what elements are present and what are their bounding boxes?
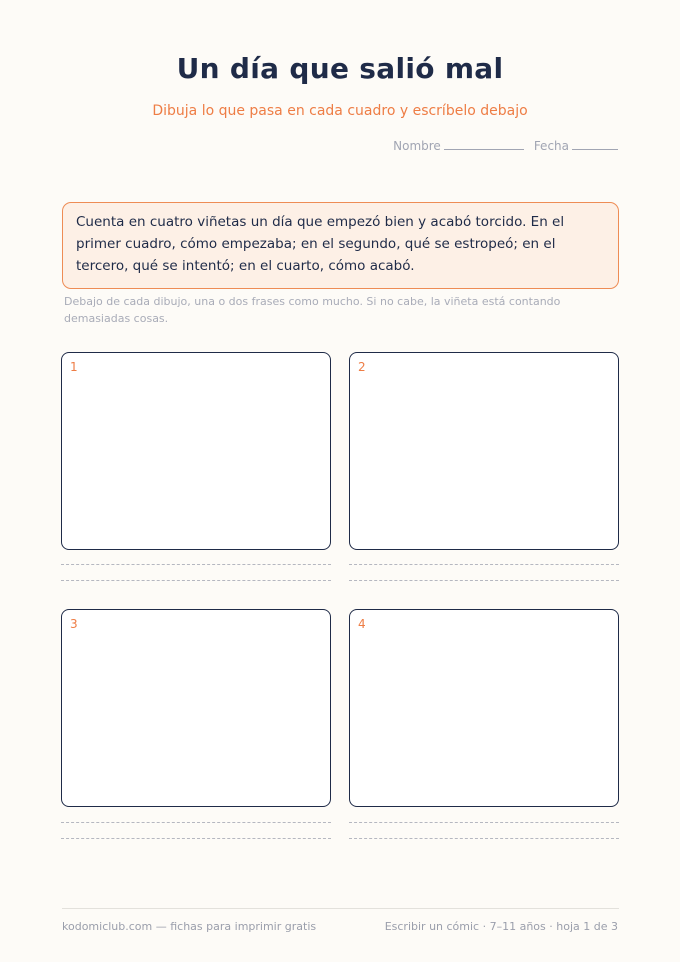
write-line[interactable] [349, 564, 619, 565]
write-line[interactable] [349, 838, 619, 839]
panel-number: 1 [70, 360, 78, 374]
page-title: Un día que salió mal [176, 52, 504, 85]
page-subtitle: Dibuja lo que pasa en cada cuadro y escríbelo debajo [152, 103, 528, 119]
date-field[interactable] [572, 149, 618, 150]
prompt-text: Cuenta en cuatro viñetas un día que empezó bien y acabó torcido. En el primer cuadro, cómo empezaba; en el segundo, qué se estropeó; en el tercero, qué se intentó; en el cuarto, cómo acabó. [76, 214, 565, 274]
write-line[interactable] [349, 580, 619, 581]
write-line[interactable] [61, 580, 331, 581]
footer-site: kodomiclub.com — fichas para imprimir gratis [62, 920, 317, 933]
comic-panel-3[interactable] [61, 609, 331, 807]
write-line[interactable] [61, 822, 331, 823]
panel-number: 4 [358, 617, 366, 631]
date-label: Fecha [533, 139, 569, 153]
hint-text: Debajo de cada dibujo, una o dos frases como mucho. Si no cabe, la viñeta está contando demasiadas cosas. [64, 295, 561, 325]
prompt-box [62, 202, 619, 289]
write-line[interactable] [61, 564, 331, 565]
footer-sheet-info: Escribir un cómic · 7–11 años · hoja 1 de 3 [384, 920, 618, 933]
comic-panel-2[interactable] [349, 352, 619, 550]
write-line[interactable] [61, 838, 331, 839]
footer-divider [62, 908, 619, 909]
name-date-fields [393, 139, 618, 153]
comic-panel-4[interactable] [349, 609, 619, 807]
panel-number: 2 [358, 360, 366, 374]
comic-panel-1[interactable] [61, 352, 331, 550]
panel-number: 3 [70, 617, 78, 631]
name-label: Nombre [393, 139, 441, 153]
name-field[interactable] [444, 149, 524, 150]
write-line[interactable] [349, 822, 619, 823]
